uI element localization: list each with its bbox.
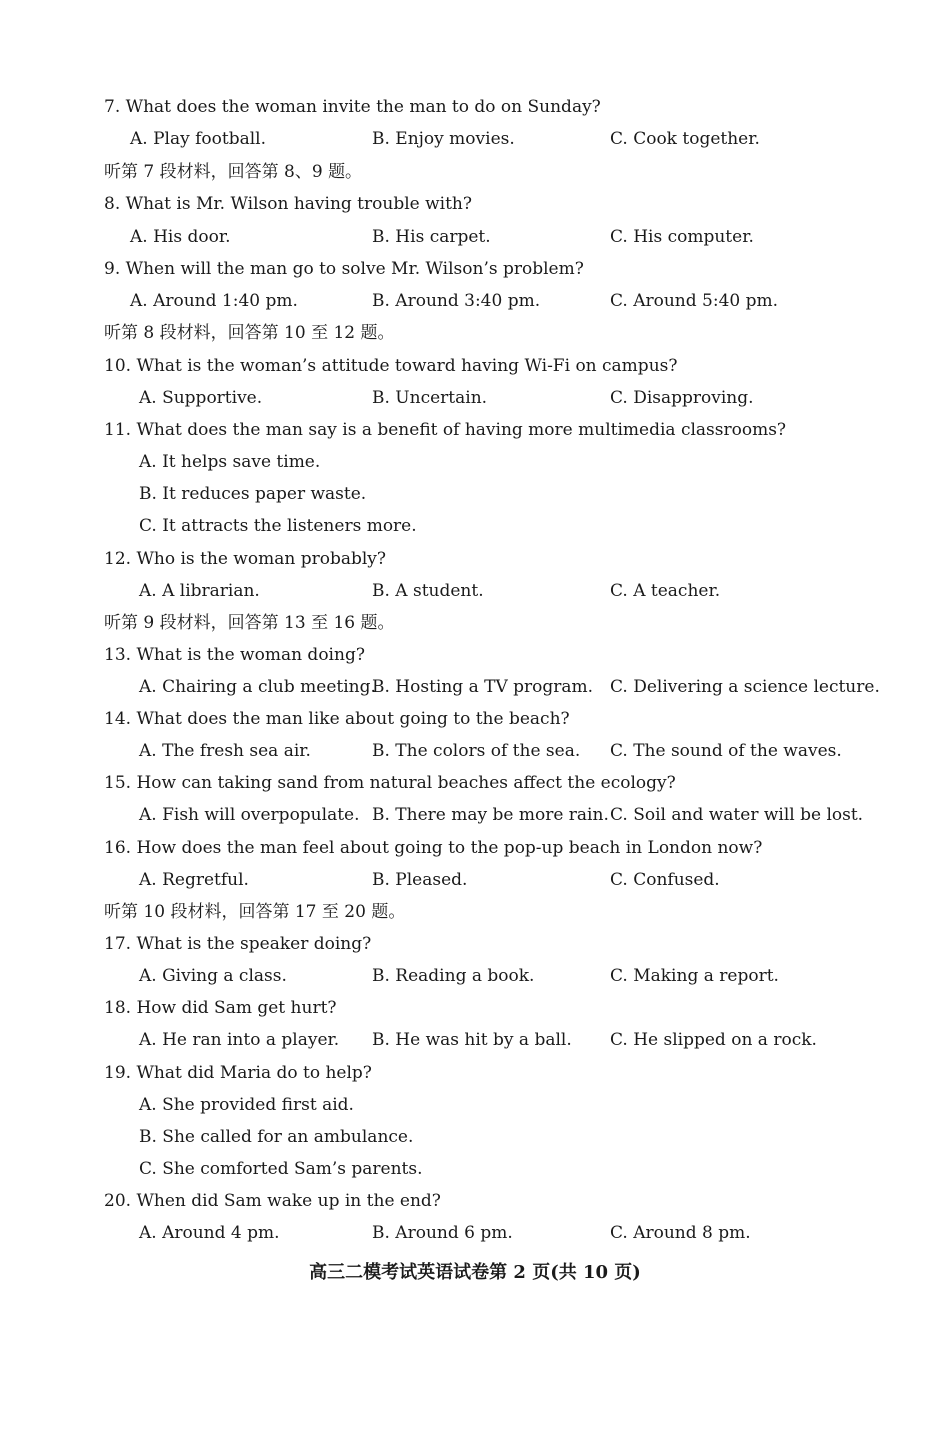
option-c: C. Around 8 pm.	[610, 1223, 751, 1243]
option-b: B. Uncertain.	[372, 388, 488, 408]
option-b: B. Pleased.	[372, 870, 468, 890]
section-heading: 听第 7 段材料，回答第 8、9 题。	[104, 162, 363, 182]
question-stem: 10. What is the woman’s attitude toward having Wi-Fi on campus?	[104, 356, 678, 376]
option-a: A. Around 1:40 pm.	[130, 291, 298, 311]
option-b: B. Enjoy movies.	[372, 129, 515, 149]
option-a: A. The fresh sea air.	[139, 741, 311, 761]
question-stem: 11. What does the man say is a benefit of having more multimedia classrooms?	[104, 420, 787, 440]
question-stem: 20. When did Sam wake up in the end?	[104, 1191, 441, 1211]
option-b: B. Around 3:40 pm.	[372, 291, 541, 311]
option-a: A. Giving a class.	[139, 966, 287, 986]
question-stem: 13. What is the woman doing?	[104, 645, 365, 665]
option-c: C. She comforted Sam’s parents.	[139, 1159, 423, 1179]
option-b: B. A student.	[372, 581, 484, 601]
option-c: C. The sound of the waves.	[610, 741, 842, 761]
option-b: B. There may be more rain.	[372, 805, 609, 825]
question-stem: 12. Who is the woman probably?	[104, 549, 387, 569]
question-stem: 19. What did Maria do to help?	[104, 1063, 372, 1083]
question-stem: 15. How can taking sand from natural beaches affect the ecology?	[104, 773, 676, 793]
question-stem: 17. What is the speaker doing?	[104, 934, 372, 954]
question-stem: 14. What does the man like about going to the beach?	[104, 709, 570, 729]
option-a: A. A librarian.	[139, 581, 260, 601]
option-a: A. He ran into a player.	[139, 1030, 340, 1050]
option-b: B. Reading a book.	[372, 966, 535, 986]
option-b: B. It reduces paper waste.	[139, 484, 367, 504]
option-c: C. Delivering a science lecture.	[610, 677, 880, 697]
question-stem: 18. How did Sam get hurt?	[104, 998, 337, 1018]
option-a: A. Chairing a club meeting.	[139, 677, 376, 697]
question-stem: 7. What does the woman invite the man to do on Sunday?	[104, 97, 601, 117]
option-c: C. His computer.	[610, 227, 754, 247]
option-b: B. His carpet.	[372, 227, 491, 247]
option-a: A. Fish will overpopulate.	[139, 805, 360, 825]
option-c: C. Soil and water will be lost.	[610, 805, 864, 825]
option-a: A. She provided first aid.	[139, 1095, 354, 1115]
section-heading: 听第 8 段材料，回答第 10 至 12 题。	[104, 323, 395, 343]
option-a: A. His door.	[130, 227, 231, 247]
option-b: B. The colors of the sea.	[372, 741, 581, 761]
option-c: C. Cook together.	[610, 129, 760, 149]
option-c: C. Disapproving.	[610, 388, 754, 408]
option-c: C. A teacher.	[610, 581, 721, 601]
option-a: A. Supportive.	[139, 388, 263, 408]
option-c: C. Confused.	[610, 870, 720, 890]
option-c: C. He slipped on a rock.	[610, 1030, 817, 1050]
option-b: B. Around 6 pm.	[372, 1223, 513, 1243]
option-c: C. Making a report.	[610, 966, 779, 986]
option-c: C. Around 5:40 pm.	[610, 291, 779, 311]
question-stem: 9. When will the man go to solve Mr. Wilson’s problem?	[104, 259, 584, 279]
option-a: A. It helps save time.	[139, 452, 321, 472]
page-footer: 高三二模考试英语试卷第 2 页(共 10 页)	[309, 1262, 641, 1283]
section-heading: 听第 10 段材料，回答第 17 至 20 题。	[104, 902, 406, 922]
option-a: A. Regretful.	[139, 870, 249, 890]
question-stem: 16. How does the man feel about going to the pop-up beach in London now?	[104, 838, 763, 858]
option-b: B. She called for an ambulance.	[139, 1127, 414, 1147]
option-b: B. Hosting a TV program.	[372, 677, 594, 697]
option-a: A. Around 4 pm.	[139, 1223, 280, 1243]
option-c: C. It attracts the listeners more.	[139, 516, 417, 536]
question-stem: 8. What is Mr. Wilson having trouble with?	[104, 194, 472, 214]
option-a: A. Play football.	[130, 129, 266, 149]
option-b: B. He was hit by a ball.	[372, 1030, 572, 1050]
section-heading: 听第 9 段材料，回答第 13 至 16 题。	[104, 613, 395, 633]
